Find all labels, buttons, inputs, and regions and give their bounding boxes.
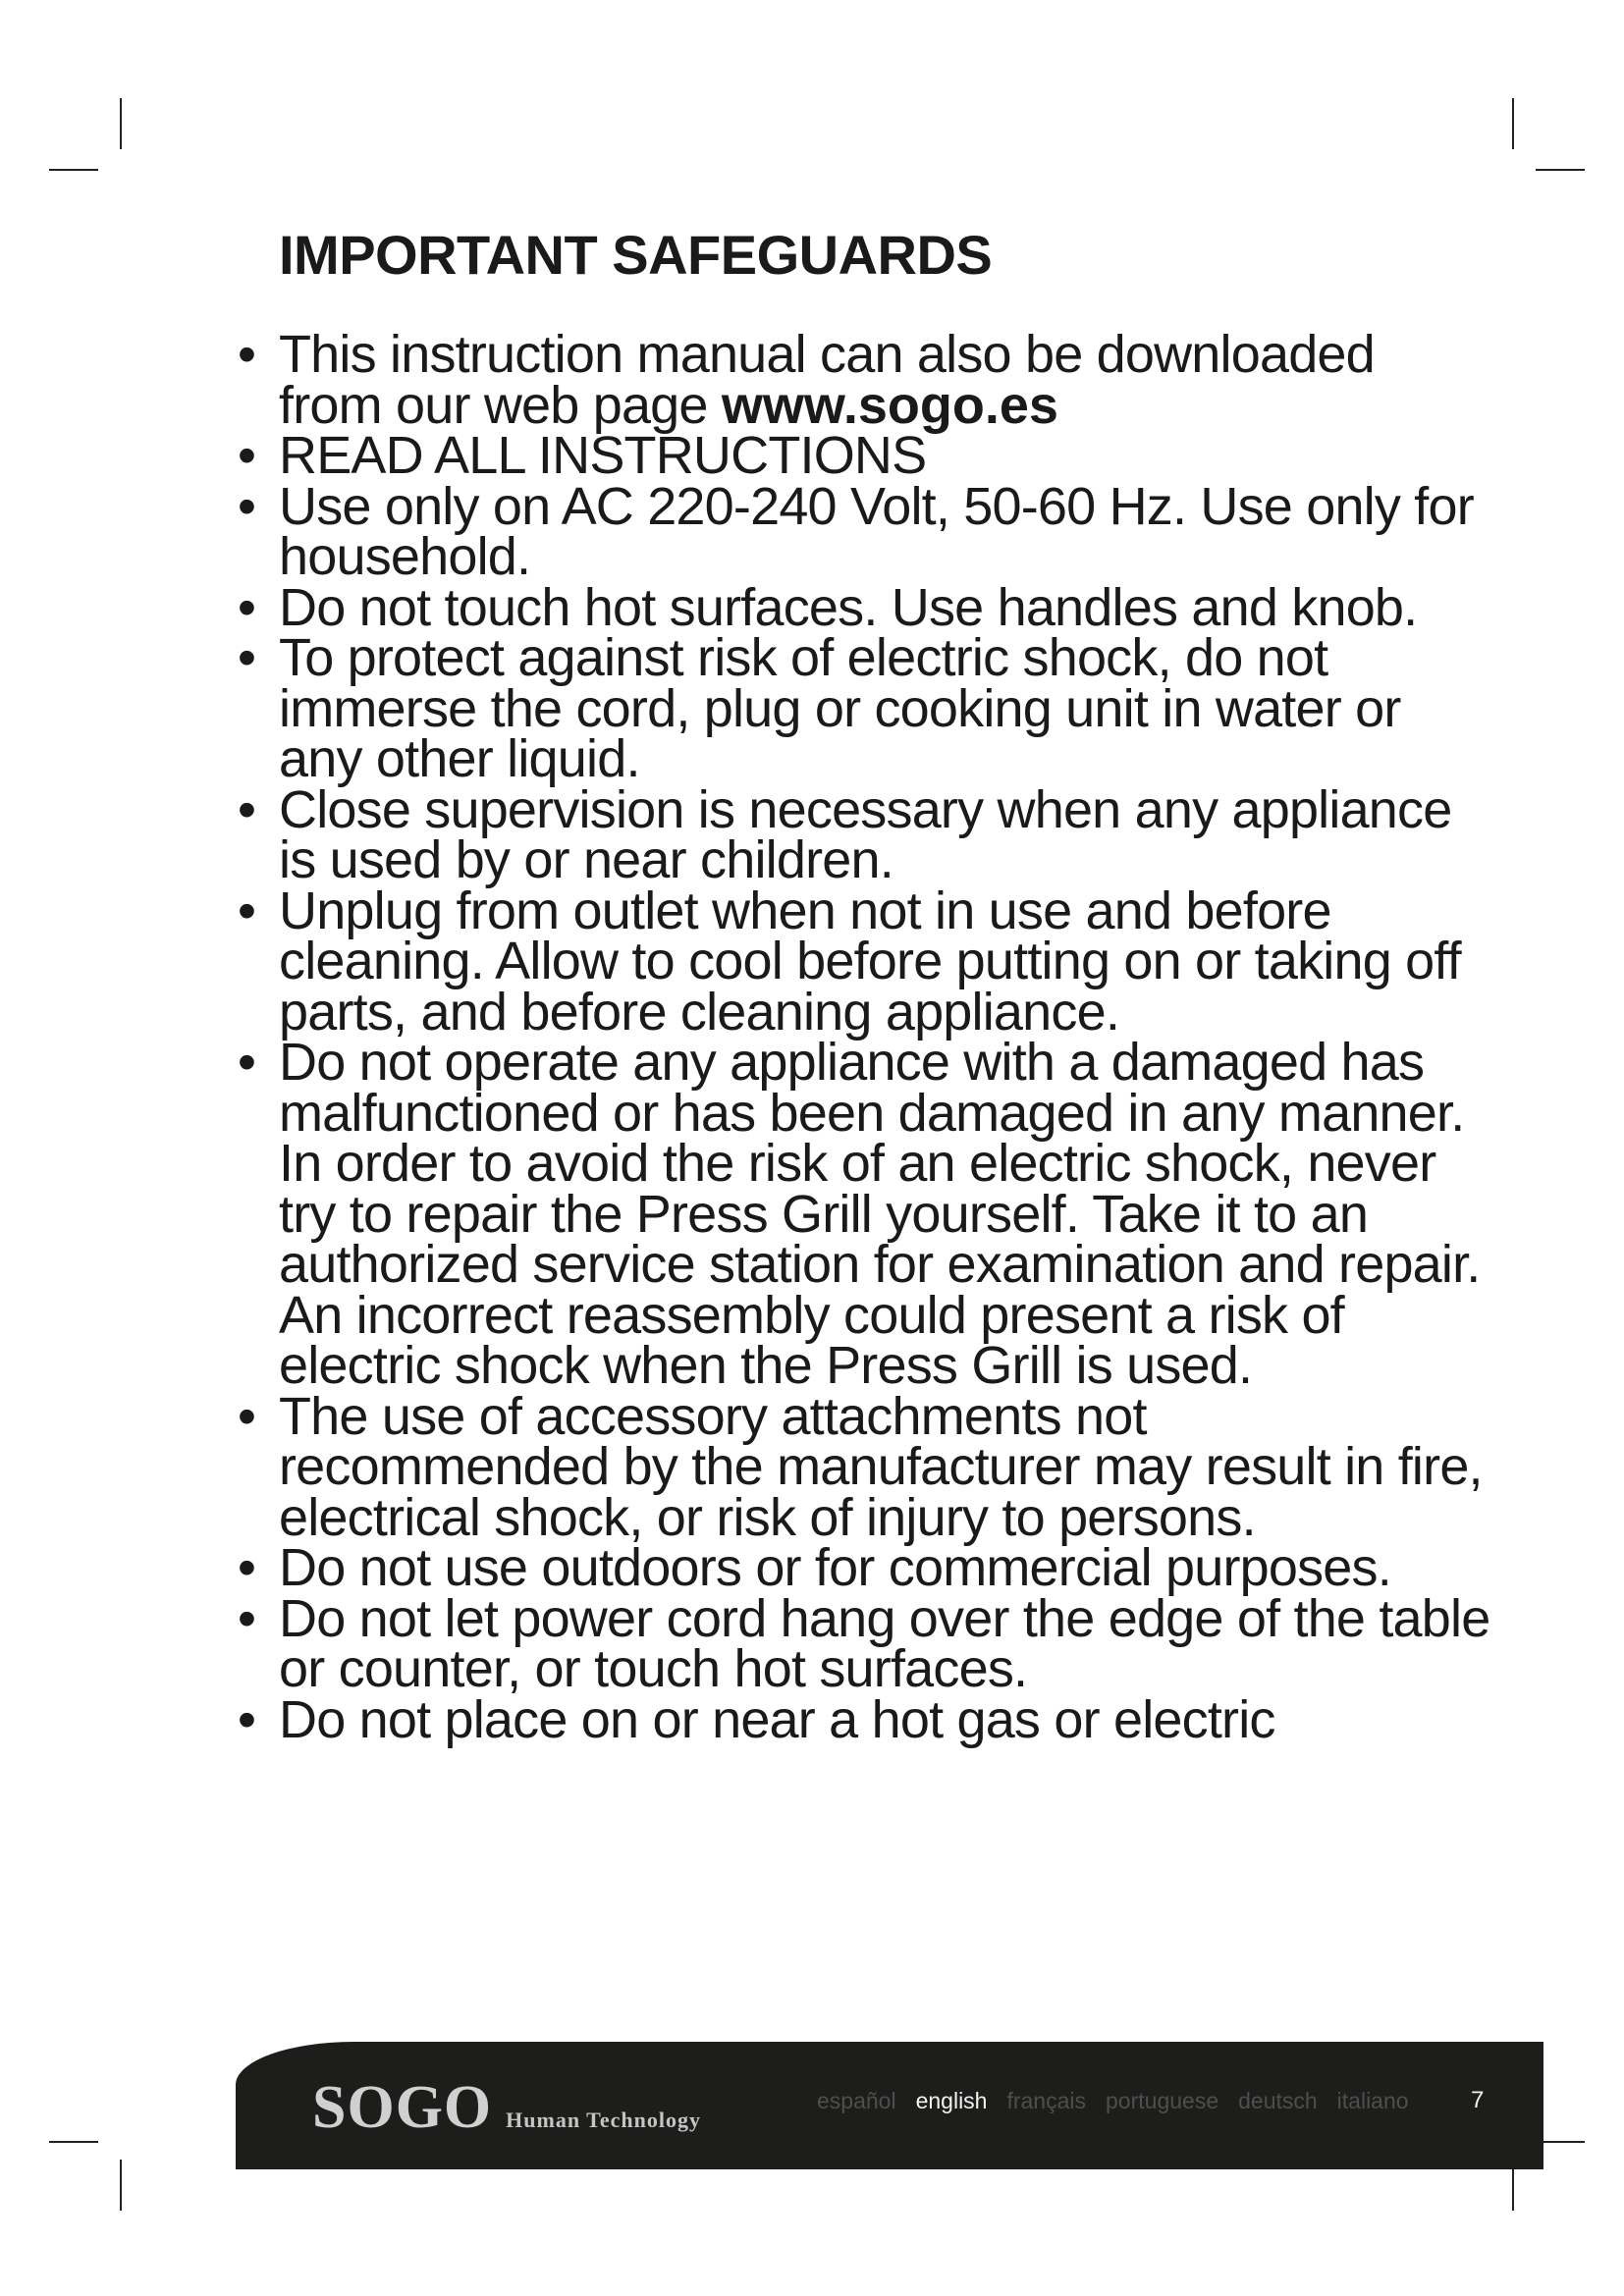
page-title: IMPORTANT SAFEGUARDS [279,224,993,286]
list-item [214,1689,1490,1749]
bullet-icon: • [238,476,256,536]
bullet-icon: • [238,1033,256,1092]
list-item [214,1033,1490,1395]
crop-mark [1536,169,1585,171]
page-number: 7 [1471,2087,1485,2113]
footer-bar [236,2042,1543,2169]
bullet-icon: • [238,1588,256,1648]
list-item-text: Do not touch hot surfaces. Use handles and knob. [279,577,1418,637]
list-item-text: This instruction manual can also be downloaded from our web page [279,325,1375,435]
website-link[interactable]: www.sogo.es [721,375,1058,435]
list-item [214,881,1490,1041]
language-option[interactable]: français [1006,2088,1087,2113]
list-item [214,325,1490,435]
brand-tagline: Human Technology [506,2108,701,2132]
brand-logo [312,2073,701,2143]
list-item-text: Do not use outdoors or for commercial purposes. [279,1538,1391,1597]
list-item-text: To protect against risk of electric shock, do not immerse the cord, plug or cooking unit in water or any other liquid. [279,628,1401,788]
language-option[interactable]: español [817,2088,896,2113]
list-item-text: READ ALL INSTRUCTIONS [279,426,927,485]
crop-mark [49,2141,98,2143]
bullet-icon: • [238,1386,256,1446]
language-option[interactable]: portuguese [1106,2088,1219,2113]
list-item-text: Do not operate any appliance with a damaged has malfunctioned or has been damaged in any manner. In order to avoid the risk of an electric shock, never try to repair the Press Grill yourself. Take it to an authorized service station for examination and repair. An incorrect reassembly could present a risk of electric shock when the Press Grill is used. [279,1033,1481,1395]
list-item [214,628,1490,788]
bullet-icon: • [238,881,256,940]
list-item [214,1538,1490,1597]
crop-mark [120,98,122,149]
crop-mark [49,169,98,171]
list-item [214,476,1490,586]
crop-mark [1512,98,1514,149]
bullet-icon: • [238,1538,256,1597]
bullet-icon: • [238,628,256,687]
list-item [214,426,1490,485]
list-item-text: Unplug from outlet when not in use and before cleaning. Allow to cool before putting on or taking off parts, and before cleaning appliance. [279,881,1461,1041]
bullet-icon: • [238,779,256,839]
list-item-text: Do not place on or near a hot gas or electric [279,1689,1275,1749]
bullet-icon: • [238,577,256,637]
safeguards-list [214,325,1490,1749]
brand-name: SOGO [312,2074,493,2141]
bullet-icon: • [238,1689,256,1749]
bullet-icon: • [238,325,256,384]
language-selector [817,2088,1409,2114]
list-item [214,1386,1490,1547]
language-option[interactable]: english [915,2088,988,2113]
list-item-text: Do not let power cord hang over the edge of the table or counter, or touch hot surfaces. [279,1588,1490,1698]
bullet-icon: • [238,426,256,485]
language-option[interactable]: italiano [1336,2088,1409,2113]
list-item-text: Close supervision is necessary when any appliance is used by or near children. [279,779,1452,889]
crop-mark [120,2160,122,2211]
list-item [214,577,1490,637]
language-option[interactable]: deutsch [1238,2088,1318,2113]
list-item-text: Use only on AC 220-240 Volt, 50-60 Hz. Use only for household. [279,476,1474,586]
list-item [214,779,1490,889]
list-item-text: The use of accessory attachments not recommended by the manufacturer may result in fire, electrical shock, or risk of injury to persons. [279,1386,1483,1547]
list-item [214,1588,1490,1698]
